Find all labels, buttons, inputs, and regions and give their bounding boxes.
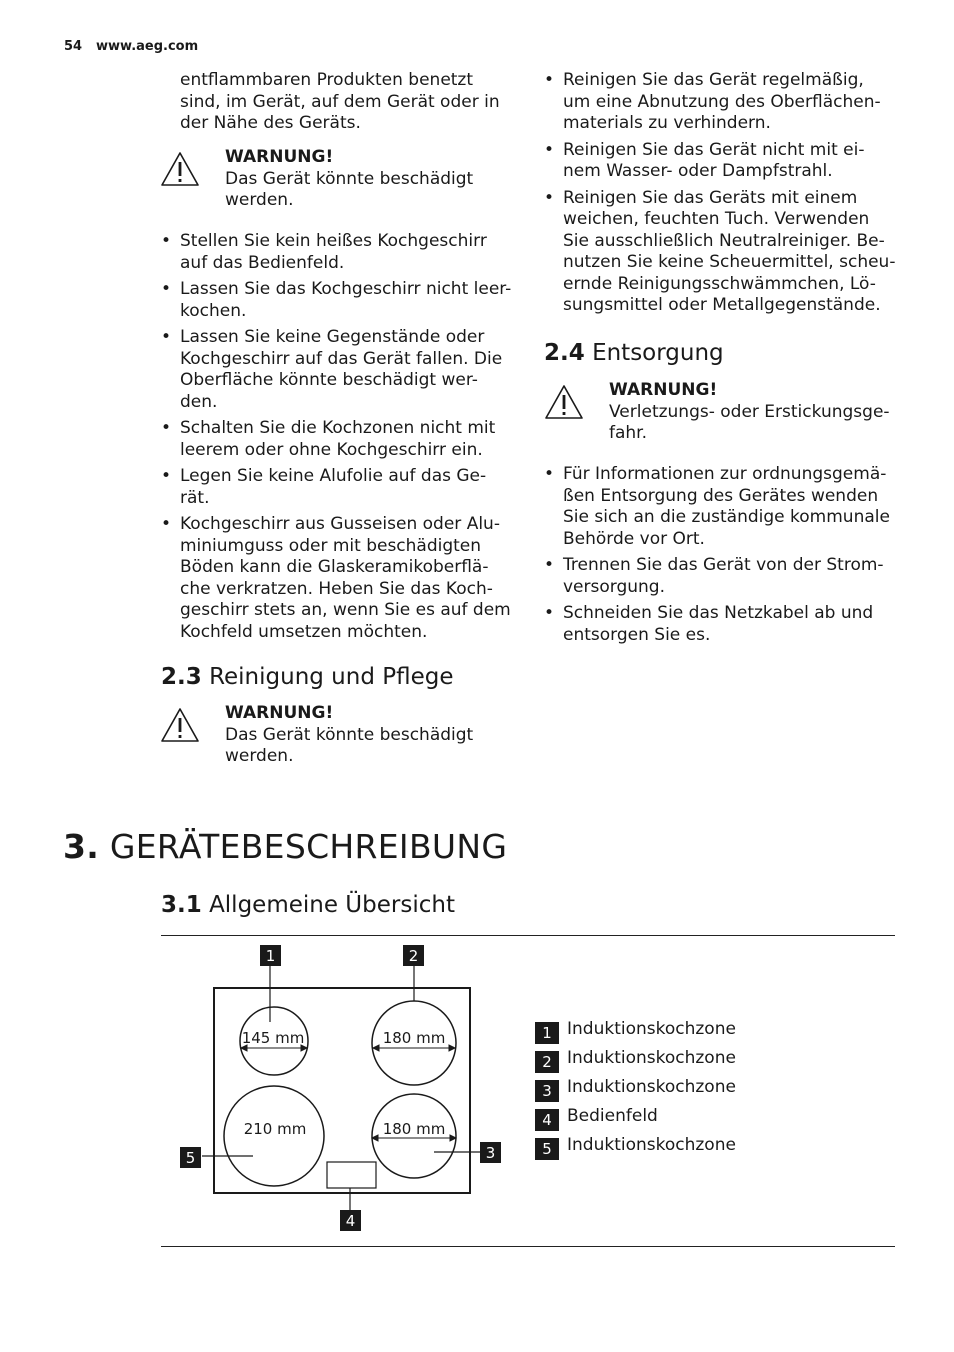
- list-item: • Für Informationen zur ordnungsgemä- ßen Entsorgung des Gerätes wenden Sie sich an die zuständige kommunale Behörde vor Ort.: [544, 464, 890, 549]
- warning-text: [609, 402, 899, 445]
- chapter-title: GERÄTEBESCHREIBUNG: [109, 827, 508, 866]
- callout-1: [260, 945, 281, 966]
- list-item: • Reinigen Sie das Gerät regelmäßig, um eine Abnutzung des Oberflächen- materials zu verhindern.: [544, 70, 881, 133]
- text-line: werden.: [225, 190, 294, 210]
- intro-paragraph: [180, 70, 515, 135]
- warning-triangle-icon: [160, 707, 200, 743]
- divider: [161, 1246, 895, 1247]
- warning-triangle-icon: [544, 384, 584, 420]
- list-item: • Kochgeschirr aus Gusseisen oder Alu- miniumguss oder mit beschädigten Böden kann die Glaskeramikoberflä- che verkratzen. Heben Sie das Koch- geschirr stets an, wenn Sie es auf dem Kochfeld umsetzen möchten.: [161, 514, 511, 642]
- text-line: werden.: [225, 746, 294, 766]
- list-item: • Stellen Sie kein heißes Kochgeschirr auf das Bedienfeld.: [161, 231, 487, 273]
- zone-size-label: 145 mm: [241, 1029, 305, 1047]
- svg-text:1: 1: [265, 947, 276, 965]
- callout-3: [480, 1142, 501, 1163]
- legend-label: Induktionskochzone: [567, 1048, 736, 1068]
- callout-4: [340, 1210, 361, 1231]
- legend-label: Induktionskochzone: [567, 1077, 736, 1097]
- text-line: der Nähe des Geräts.: [180, 113, 361, 133]
- text-line: Verletzungs- oder Erstickungsge-: [609, 401, 890, 422]
- callout-2: [403, 945, 424, 966]
- control-panel: [327, 1162, 376, 1188]
- bullet-list: [161, 231, 515, 648]
- warning-title: WARNUNG!: [609, 380, 718, 400]
- legend-label: Induktionskochzone: [567, 1135, 736, 1155]
- section-title: Reinigung und Pflege: [209, 664, 454, 690]
- chapter-heading: [63, 827, 507, 866]
- warning-text: [225, 725, 495, 768]
- text-line: fahr.: [609, 423, 648, 443]
- warning-text: [225, 169, 495, 212]
- legend-number: 5: [535, 1138, 559, 1160]
- section-heading-2-3: [161, 664, 454, 690]
- hob-diagram: [170, 940, 510, 1240]
- text-line: Das Gerät könnte beschädigt: [225, 168, 474, 189]
- section-number: 2.3: [161, 664, 202, 690]
- legend-number: 4: [535, 1109, 559, 1131]
- legend-number: 2: [535, 1051, 559, 1073]
- svg-text:4: 4: [345, 1212, 356, 1230]
- list-item: • Lassen Sie das Kochgeschirr nicht leer- kochen.: [161, 279, 512, 321]
- text-line: Das Gerät könnte beschädigt: [225, 724, 474, 745]
- list-item: • Schalten Sie die Kochzonen nicht mit leerem oder ohne Kochgeschirr ein.: [161, 418, 496, 460]
- section-title: Entsorgung: [592, 340, 724, 366]
- svg-text:2: 2: [408, 947, 419, 965]
- svg-text:5: 5: [185, 1149, 196, 1167]
- warning-title: WARNUNG!: [225, 703, 334, 723]
- svg-text:3: 3: [485, 1144, 496, 1162]
- bullet-list: [544, 70, 898, 322]
- legend-number: 1: [535, 1022, 559, 1044]
- section-number: 3.1: [161, 892, 202, 918]
- legend-label: Bedienfeld: [567, 1106, 658, 1126]
- list-item: • Trennen Sie das Gerät von der Strom- versorgung.: [544, 555, 884, 597]
- zone-size-label: 180 mm: [382, 1029, 446, 1047]
- callout-5: [180, 1147, 201, 1168]
- list-item: • Reinigen Sie das Geräts mit einem weichen, feuchten Tuch. Verwenden Sie ausschließlich Neutralreiniger. Be- nutzen Sie keine Scheuermittel, scheu- ernde Reinigungsschwämmchen, Lö- sungsmittel oder Metallgegenstände.: [544, 187, 896, 315]
- text-line: entflammbaren Produkten benetzt: [180, 70, 474, 90]
- list-item: • Legen Sie keine Alufolie auf das Ge- rät.: [161, 466, 487, 508]
- text-line: sind, im Gerät, auf dem Gerät oder in: [180, 91, 500, 112]
- divider: [161, 935, 895, 936]
- section-heading-3-1: [161, 892, 455, 918]
- zone-size-label: 180 mm: [382, 1120, 446, 1138]
- legend-label: Induktionskochzone: [567, 1019, 736, 1039]
- section-heading-2-4: [544, 340, 724, 366]
- bullet-list: [544, 464, 898, 651]
- site-url: www.aeg.com: [96, 39, 199, 54]
- chapter-number: 3.: [63, 827, 100, 866]
- list-item: • Lassen Sie keine Gegenstände oder Kochgeschirr auf das Gerät fallen. Die Oberfläche könnte beschädigt wer- den.: [161, 327, 503, 412]
- section-title: Allgemeine Übersicht: [209, 892, 455, 918]
- zone-size-label: 210 mm: [243, 1120, 307, 1138]
- warning-title: WARNUNG!: [225, 147, 334, 167]
- warning-triangle-icon: [160, 151, 200, 187]
- list-item: • Schneiden Sie das Netzkabel ab und entsorgen Sie es.: [544, 603, 874, 645]
- page-number: 54: [64, 39, 83, 54]
- legend-number: 3: [535, 1080, 559, 1102]
- section-number: 2.4: [544, 340, 585, 366]
- list-item: • Reinigen Sie das Gerät nicht mit ei- nem Wasser- oder Dampfstrahl.: [544, 139, 865, 181]
